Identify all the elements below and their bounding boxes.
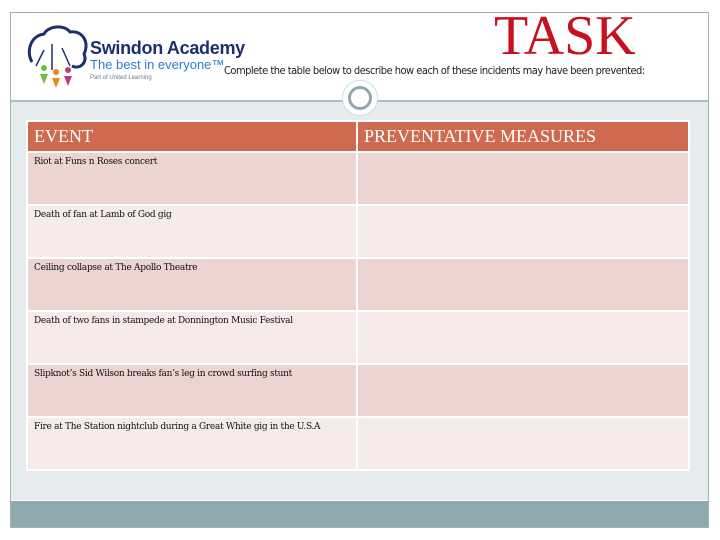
measures-cell[interactable] — [357, 152, 689, 205]
page-title: TASK — [494, 5, 636, 67]
task-table — [26, 120, 690, 471]
event-cell — [27, 417, 357, 470]
measures-cell[interactable] — [357, 311, 689, 364]
event-label: Riot at Funs n Roses concert — [34, 157, 158, 167]
column-header-measures: PREVENTATIVE MEASURES — [357, 121, 689, 152]
slide-footer-bar — [11, 501, 708, 527]
column-header-event: EVENT — [27, 121, 357, 152]
measures-cell[interactable] — [357, 258, 689, 311]
logo-school-name: Swindon Academy — [90, 38, 245, 58]
table-row — [27, 417, 689, 470]
measures-cell[interactable] — [357, 205, 689, 258]
logo-subline: Part of United Learning — [90, 75, 152, 81]
event-label: Death of fan at Lamb of God gig — [34, 210, 172, 220]
table-row — [27, 311, 689, 364]
table-row — [27, 152, 689, 205]
measures-cell[interactable] — [357, 364, 689, 417]
event-cell — [27, 364, 357, 417]
event-label: Slipknot’s Sid Wilson breaks fan’s leg in crowd surfing stunt — [34, 369, 292, 379]
event-cell — [27, 258, 357, 311]
circle-decoration-icon — [342, 80, 378, 116]
event-label: Fire at The Station nightclub during a Great White gig in the U.S.A — [34, 422, 321, 432]
event-cell — [27, 152, 357, 205]
logo-tagline: The best in everyone™ — [90, 57, 225, 72]
table-header-row — [27, 121, 689, 152]
event-label: Ceiling collapse at The Apollo Theatre — [34, 263, 198, 273]
table-row — [27, 205, 689, 258]
event-label: Death of two fans in stampede at Donnington Music Festival — [34, 316, 293, 326]
tree-figure-icon — [22, 22, 92, 92]
task-instruction: Complete the table below to describe how each of these incidents may have been prevented: — [224, 64, 645, 77]
measures-cell[interactable] — [357, 417, 689, 470]
event-cell — [27, 205, 357, 258]
table-row — [27, 364, 689, 417]
event-cell — [27, 311, 357, 364]
table-row — [27, 258, 689, 311]
